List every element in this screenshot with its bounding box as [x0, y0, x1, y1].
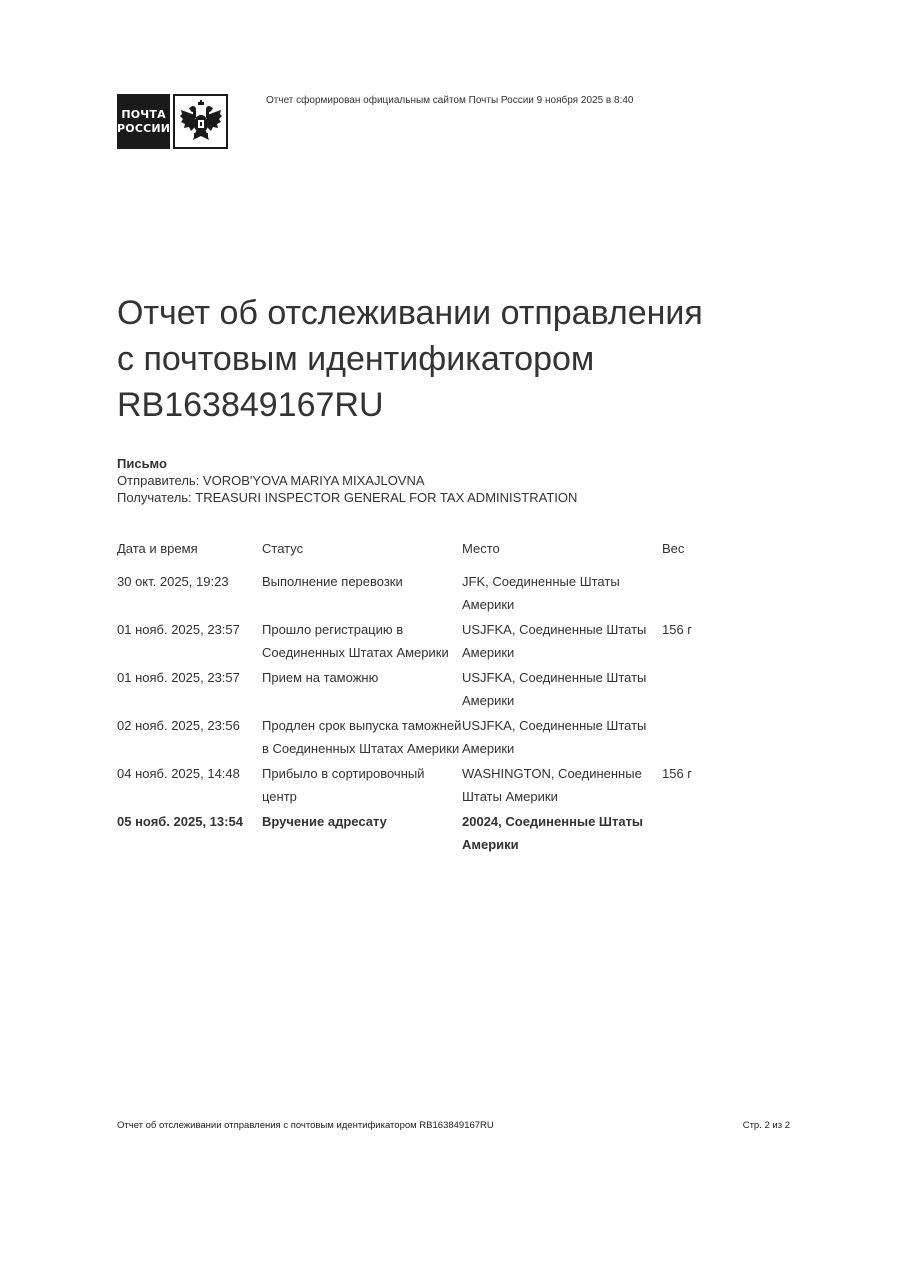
table-header-row [117, 537, 817, 560]
event-weight [662, 810, 722, 856]
double-headed-eagle-icon [173, 94, 228, 149]
shipment-type: Письмо [117, 456, 167, 471]
event-weight: 156 г [662, 766, 693, 781]
event-status: Вручение адресату [262, 814, 387, 829]
event-status: Прием на таможню [262, 670, 379, 685]
report-title-line-1: Отчет об отслеживании отправления [117, 294, 703, 332]
event-date: 05 нояб. 2025, 13:54 [117, 814, 243, 829]
table-row-latest [117, 810, 817, 856]
logo-line-1: ПОЧТА [121, 107, 166, 121]
event-place: JFK, Соединенные Штаты Америки [462, 574, 620, 612]
event-place: USJFKA, Соединенные Штаты Америки [462, 670, 647, 708]
event-place: USJFKA, Соединенные Штаты Америки [462, 622, 647, 660]
event-date: 01 нояб. 2025, 23:57 [117, 670, 240, 685]
logo-line-2: РОССИИ [117, 121, 171, 135]
tracking-number: RB163849167RU [117, 386, 384, 424]
header-weight: Вес [662, 541, 685, 556]
footer-report-title: Отчет об отслеживании отправления с почтовым идентификатором RB163849167RU [117, 1120, 494, 1131]
footer-page-number: Стр. 2 из 2 [742, 1120, 790, 1131]
event-date: 01 нояб. 2025, 23:57 [117, 622, 240, 637]
event-place: 20024, Соединенные Штаты Америки [462, 814, 644, 852]
tracking-history-table [117, 537, 817, 858]
event-weight: 156 г [662, 622, 693, 637]
header-place: Место [462, 541, 500, 556]
event-weight [662, 666, 722, 712]
event-weight [662, 714, 722, 760]
header-status: Статус [262, 541, 304, 556]
event-date: 04 нояб. 2025, 14:48 [117, 766, 240, 781]
report-title-line-2: с почтовым идентификатором [117, 340, 595, 378]
event-place: WASHINGTON, Соединенные Штаты Америки [462, 766, 642, 804]
event-status: Выполнение перевозки [262, 574, 403, 589]
shipment-info [117, 455, 577, 506]
pochta-rossii-logo [117, 94, 228, 149]
recipient-line: Получатель: TREASURI INSPECTOR GENERAL FOR TAX ADMINISTRATION [117, 490, 578, 505]
header-date: Дата и время [117, 541, 198, 556]
table-row [117, 618, 817, 664]
event-status: Прибыло в сортировочный центр [262, 766, 425, 804]
event-status: Прошло регистрацию в Соединенных Штатах Америки [262, 622, 449, 660]
event-date: 30 окт. 2025, 19:23 [117, 574, 229, 589]
table-row [117, 762, 817, 808]
event-weight [662, 570, 722, 616]
table-row [117, 570, 817, 616]
table-row [117, 666, 817, 712]
table-row [117, 714, 817, 760]
logo-wordmark [117, 94, 170, 149]
report-generated-note: Отчет сформирован официальным сайтом Почты России 9 ноября 2025 в 8:40 [266, 95, 634, 106]
event-status: Продлен срок выпуска таможней в Соединенных Штатах Америки [262, 718, 462, 756]
event-date: 02 нояб. 2025, 23:56 [117, 718, 240, 733]
report-title [117, 290, 817, 428]
sender-line: Отправитель: VOROB'YOVA MARIYA MIXAJLOVNA [117, 473, 425, 488]
event-place: USJFKA, Соединенные Штаты Америки [462, 718, 647, 756]
